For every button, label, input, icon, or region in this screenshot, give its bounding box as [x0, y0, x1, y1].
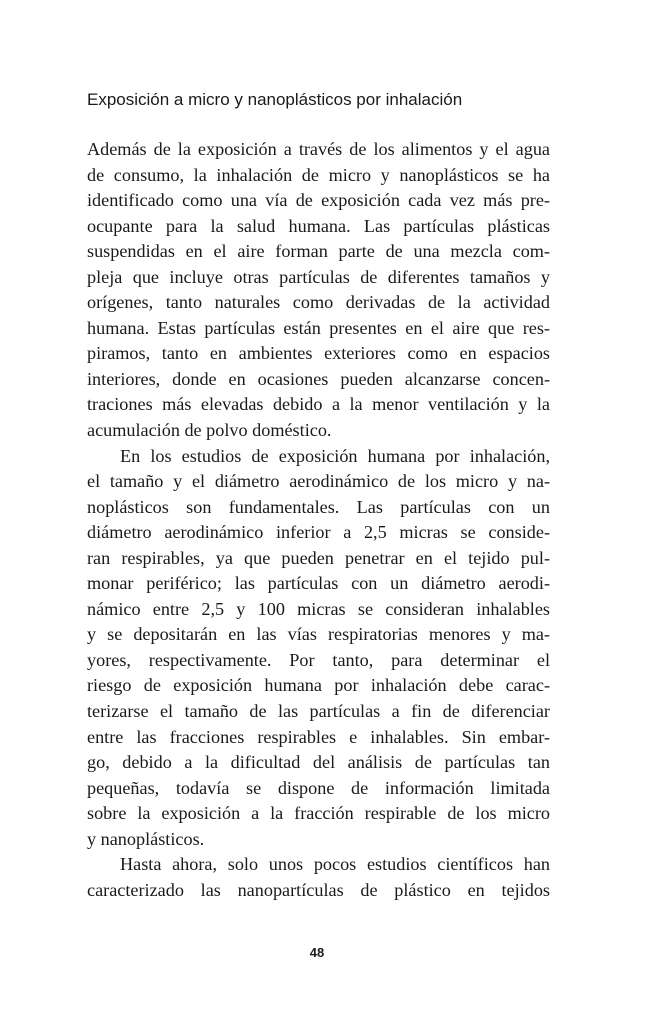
text-line: ran respirables, ya que pueden penetrar en el tejido pul-: [87, 547, 550, 568]
text-line: sobre la exposición a la fracción respirable de los micro: [87, 803, 550, 824]
paragraph-2: [87, 444, 550, 853]
section-heading: Exposición a micro y nanoplásticos por inhalación: [87, 90, 463, 109]
text-line: yores, respectivamente. Por tanto, para determinar el: [87, 649, 550, 670]
body-text: [87, 137, 550, 903]
text-line: Hasta ahora, solo unos pocos estudios científicos han: [120, 854, 550, 875]
text-line: diámetro aerodinámico inferior a 2,5 micras se conside-: [87, 522, 550, 543]
text-line: En los estudios de exposición humana por inhalación,: [120, 445, 550, 466]
text-line: humana. Estas partículas están presentes en el aire que res-: [87, 317, 550, 338]
text-line: de consumo, la inhalación de micro y nanoplásticos se ha: [87, 164, 550, 185]
text-line: caracterizado las nanopartículas de plástico en tejidos: [87, 879, 550, 900]
text-line: piramos, tanto en ambientes exteriores como en espacios: [87, 343, 550, 364]
text-line: el tamaño y el diámetro aerodinámico de los micro y na-: [87, 471, 550, 492]
text-line: y se depositarán en las vías respiratorias menores y ma-: [87, 624, 550, 645]
page-number: 48: [309, 945, 325, 960]
text-line: terizarse el tamaño de las partículas a fin de diferenciar: [87, 701, 550, 722]
text-line: entre las fracciones respirables e inhalables. Sin embar-: [87, 726, 550, 747]
text-line: y nanoplásticos.: [87, 828, 205, 849]
text-line: monar periférico; las partículas con un diámetro aerodi-: [87, 573, 550, 594]
text-line: interiores, donde en ocasiones pueden alcanzarse concen-: [87, 368, 550, 389]
text-line: acumulación de polvo doméstico.: [87, 420, 332, 441]
text-line: Además de la exposición a través de los alimentos y el agua: [87, 139, 550, 159]
text-line: riesgo de exposición humana por inhalación debe carac-: [87, 675, 550, 696]
text-line: orígenes, tanto naturales como derivadas de la actividad: [87, 292, 550, 313]
text-line: noplásticos son fundamentales. Las partículas con un: [87, 496, 550, 517]
text-line: námico entre 2,5 y 100 micras se consideran inhalables: [87, 598, 550, 619]
text-line: identificado como una vía de exposición cada vez más pre-: [87, 190, 550, 211]
text-line: go, debido a la dificultad del análisis de partículas tan: [87, 752, 550, 773]
text-line: pequeñas, todavía se dispone de información limitada: [87, 777, 550, 798]
paragraph-1: [87, 137, 550, 444]
text-line: ocupante para la salud humana. Las partículas plásticas: [87, 215, 550, 236]
text-line: traciones más elevadas debido a la menor ventilación y la: [87, 394, 550, 415]
text-line: suspendidas en el aire forman parte de una mezcla com-: [87, 241, 550, 262]
text-line: pleja que incluye otras partículas de diferentes tamaños y: [87, 266, 550, 287]
paragraph-3: [87, 852, 550, 903]
